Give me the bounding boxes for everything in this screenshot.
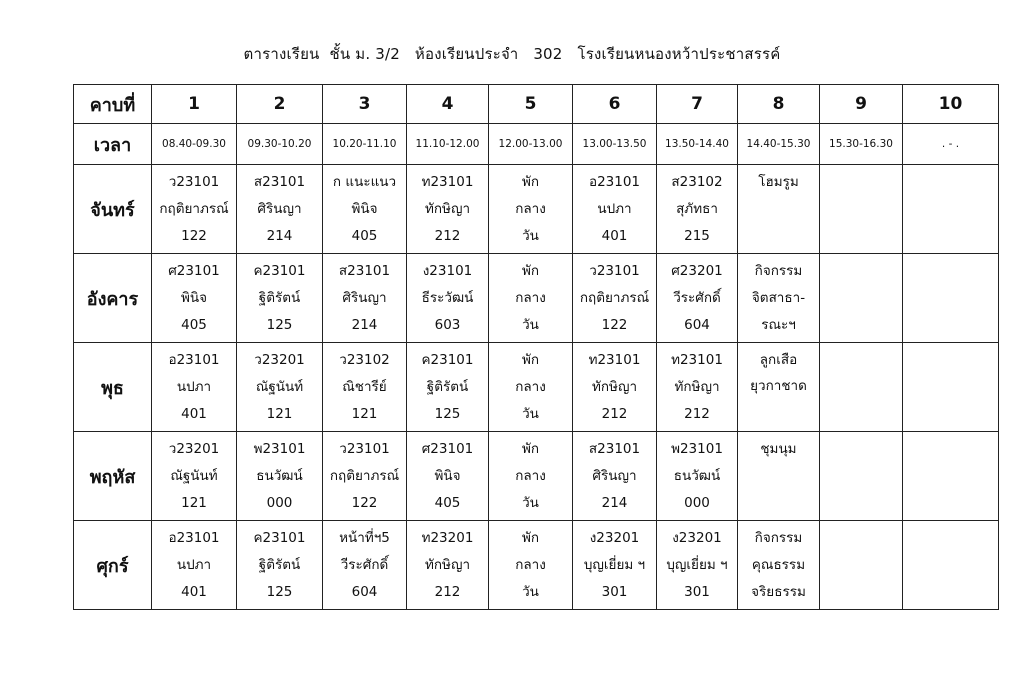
cell-line: 405 — [434, 495, 461, 511]
cell-line: ส23102 — [671, 174, 723, 190]
schedule-cell — [323, 254, 407, 343]
cell-content — [573, 436, 656, 516]
cell-content — [407, 436, 488, 516]
time-cell: 13.50-14.40 — [657, 124, 738, 165]
cell-content — [657, 258, 737, 338]
cell-line: ง23101 — [422, 263, 473, 279]
cell-line: อ23101 — [168, 352, 220, 368]
schedule-cell — [407, 343, 489, 432]
cell-line: ทักษิญา — [424, 201, 471, 217]
schedule-cell — [738, 254, 820, 343]
time-cell: 09.30-10.20 — [237, 124, 323, 165]
schedule-cell — [820, 343, 903, 432]
time-cell: 15.30-16.30 — [820, 124, 903, 165]
schedule-cell — [903, 432, 999, 521]
cell-line: 604 — [351, 584, 378, 600]
cell-content — [903, 436, 998, 516]
cell-line: นปภา — [176, 557, 212, 573]
cell-content — [152, 258, 236, 338]
cell-line: โฮมรูม — [758, 174, 799, 190]
schedule-cell — [407, 521, 489, 610]
cell-line: ศิรินญา — [342, 290, 387, 306]
cell-content — [903, 347, 998, 427]
day-label: อังคาร — [74, 254, 152, 343]
cell-line: พัก — [521, 352, 540, 368]
cell-line: ว23102 — [339, 352, 390, 368]
cell-line: 215 — [684, 228, 710, 244]
cell-line: ทักษิญา — [424, 557, 471, 573]
cell-line: 121 — [351, 406, 378, 422]
cell-content — [489, 169, 572, 249]
cell-line: 121 — [266, 406, 293, 422]
timetable — [73, 84, 999, 610]
cell-content — [323, 525, 406, 605]
cell-line: ว23101 — [339, 441, 390, 457]
cell-line: 121 — [181, 495, 207, 511]
cell-content — [237, 347, 322, 427]
schedule-cell — [323, 521, 407, 610]
schedule-cell — [152, 165, 237, 254]
day-row — [74, 254, 999, 343]
schedule-cell — [738, 165, 820, 254]
cell-content — [738, 525, 819, 605]
cell-line: บุญเยี่ยม ฯ — [583, 557, 646, 573]
cell-line: จริยธรรม — [751, 584, 806, 600]
period-number: 7 — [657, 85, 738, 124]
cell-content — [738, 169, 819, 249]
cell-line: นปภา — [597, 201, 632, 217]
cell-line: ค23101 — [253, 263, 306, 279]
cell-line: หน้าที่ฯ5 — [339, 530, 390, 546]
period-number: 5 — [489, 85, 573, 124]
cell-line: กิจกรรม — [754, 530, 803, 546]
cell-line: ธีระวัฒน์ — [421, 290, 474, 306]
cell-content — [237, 258, 322, 338]
cell-line: สุภัทธา — [676, 201, 718, 217]
cell-line: กลาง — [515, 201, 546, 217]
schedule-cell — [152, 521, 237, 610]
cell-content — [152, 347, 236, 427]
schedule-cell — [903, 165, 999, 254]
cell-line: ศิรินญา — [257, 201, 302, 217]
day-row — [74, 165, 999, 254]
cell-line: 214 — [601, 495, 628, 511]
schedule-cell — [738, 521, 820, 610]
cell-line: วัน — [522, 495, 539, 511]
cell-line: วัน — [522, 406, 539, 422]
corner-label: คาบที่ — [74, 85, 152, 124]
schedule-cell — [152, 432, 237, 521]
cell-line: ฐิติรัตน์ — [426, 379, 469, 395]
cell-line: พินิจ — [434, 468, 461, 484]
cell-line: 401 — [601, 228, 628, 244]
cell-line: ณัฐนันท์ — [170, 468, 218, 484]
cell-line: นปภา — [176, 379, 212, 395]
cell-line: ทักษิญา — [674, 379, 720, 395]
cell-content — [820, 347, 902, 427]
cell-line: 125 — [266, 317, 293, 333]
cell-line: 122 — [351, 495, 378, 511]
cell-content — [237, 169, 322, 249]
schedule-cell — [237, 165, 323, 254]
cell-content — [903, 525, 998, 605]
day-row — [74, 521, 999, 610]
cell-line: 301 — [601, 584, 628, 600]
cell-line: 405 — [351, 228, 378, 244]
time-label: เวลา — [74, 124, 152, 165]
cell-line: พัก — [521, 263, 540, 279]
cell-line: 212 — [601, 406, 628, 422]
cell-content — [237, 525, 322, 605]
cell-line: 214 — [351, 317, 378, 333]
cell-line: พัก — [521, 530, 540, 546]
cell-line: 212 — [434, 228, 461, 244]
schedule-cell — [489, 165, 573, 254]
cell-line: ว23201 — [168, 441, 220, 457]
period-number: 9 — [820, 85, 903, 124]
cell-content — [820, 525, 902, 605]
cell-content — [573, 525, 656, 605]
cell-content — [657, 525, 737, 605]
cell-content — [407, 258, 488, 338]
schedule-cell — [237, 432, 323, 521]
day-label: ศุกร์ — [74, 521, 152, 610]
time-cell: 14.40-15.30 — [738, 124, 820, 165]
cell-content — [903, 169, 998, 249]
schedule-cell — [489, 432, 573, 521]
cell-line: รณะฯ — [761, 317, 796, 333]
cell-line: 212 — [434, 584, 461, 600]
cell-content — [323, 436, 406, 516]
cell-line: ง23201 — [672, 530, 722, 546]
schedule-cell — [152, 343, 237, 432]
period-number: 1 — [152, 85, 237, 124]
cell-line: กลาง — [515, 557, 546, 573]
schedule-cell — [323, 343, 407, 432]
cell-line: กฤติยาภรณ์ — [579, 290, 650, 306]
cell-line: วัน — [522, 228, 539, 244]
day-label: พฤหัส — [74, 432, 152, 521]
schedule-cell — [237, 254, 323, 343]
period-number: 4 — [407, 85, 489, 124]
cell-content — [573, 347, 656, 427]
cell-line: 000 — [266, 495, 293, 511]
cell-line: ท23101 — [588, 352, 641, 368]
schedule-cell — [820, 432, 903, 521]
schedule-cell — [820, 165, 903, 254]
cell-line: ส23101 — [253, 174, 306, 190]
cell-line: จิตสาธา- — [751, 290, 806, 306]
cell-line: 603 — [434, 317, 461, 333]
cell-content — [407, 525, 488, 605]
time-row — [74, 124, 999, 165]
schedule-cell — [657, 521, 738, 610]
schedule-cell — [573, 432, 657, 521]
cell-content — [573, 169, 656, 249]
cell-line: ลูกเสือ — [759, 352, 798, 368]
cell-line: ก แนะแนว — [332, 174, 397, 190]
schedule-cell — [738, 432, 820, 521]
cell-content — [489, 436, 572, 516]
schedule-cell — [820, 521, 903, 610]
schedule-cell — [573, 343, 657, 432]
cell-line: ศ23101 — [168, 263, 220, 279]
cell-line: พัก — [521, 174, 540, 190]
schedule-cell — [573, 521, 657, 610]
cell-line: วัน — [522, 317, 539, 333]
cell-line: กฤติยาภรณ์ — [329, 468, 400, 484]
cell-line: ชุมนุม — [760, 441, 797, 457]
period-number: 8 — [738, 85, 820, 124]
schedule-cell — [237, 343, 323, 432]
time-cell: 11.10-12.00 — [407, 124, 489, 165]
cell-content — [489, 258, 572, 338]
cell-line: 401 — [181, 406, 207, 422]
cell-content — [573, 258, 656, 338]
schedule-cell — [657, 254, 738, 343]
cell-content — [489, 525, 572, 605]
cell-line: ส23101 — [588, 441, 641, 457]
time-cell: 12.00-13.00 — [489, 124, 573, 165]
schedule-cell — [903, 521, 999, 610]
day-label: พุธ — [74, 343, 152, 432]
schedule-cell — [152, 254, 237, 343]
cell-line: คุณธรรม — [751, 557, 806, 573]
cell-content — [820, 436, 902, 516]
schedule-cell — [903, 343, 999, 432]
cell-content — [657, 169, 737, 249]
cell-line: ท23101 — [671, 352, 723, 368]
cell-line: 122 — [601, 317, 628, 333]
schedule-cell — [323, 432, 407, 521]
time-cell: 13.00-13.50 — [573, 124, 657, 165]
cell-line: 125 — [266, 584, 293, 600]
cell-line: 214 — [266, 228, 293, 244]
schedule-cell — [407, 432, 489, 521]
period-number: 10 — [903, 85, 999, 124]
period-number: 2 — [237, 85, 323, 124]
cell-line: 405 — [181, 317, 207, 333]
cell-content — [738, 258, 819, 338]
time-cell: 08.40-09.30 — [152, 124, 237, 165]
cell-content — [407, 347, 488, 427]
cell-line: พัก — [521, 441, 540, 457]
cell-line: ว23101 — [168, 174, 220, 190]
cell-line: ธนวัฒน์ — [256, 468, 303, 484]
cell-line: ฐิติรัตน์ — [258, 557, 301, 573]
cell-line: ฐิติรัตน์ — [258, 290, 301, 306]
cell-line: วัน — [522, 584, 539, 600]
schedule-cell — [657, 165, 738, 254]
cell-content — [237, 436, 322, 516]
schedule-cell — [820, 254, 903, 343]
header-row — [74, 85, 999, 124]
cell-line: กลาง — [515, 468, 546, 484]
cell-line: ณัฐนันท์ — [255, 379, 304, 395]
day-row — [74, 432, 999, 521]
cell-content — [657, 347, 737, 427]
schedule-cell — [407, 254, 489, 343]
cell-content — [152, 525, 236, 605]
cell-content — [407, 169, 488, 249]
cell-line: 604 — [684, 317, 710, 333]
day-label: จันทร์ — [74, 165, 152, 254]
cell-content — [489, 347, 572, 427]
schedule-cell — [237, 521, 323, 610]
cell-content — [820, 169, 902, 249]
schedule-cell — [407, 165, 489, 254]
schedule-cell — [903, 254, 999, 343]
schedule-cell — [323, 165, 407, 254]
cell-line: พินิจ — [180, 290, 208, 306]
cell-line: ง23201 — [589, 530, 640, 546]
cell-line: ท23201 — [421, 530, 474, 546]
period-number: 3 — [323, 85, 407, 124]
cell-line: บุญเยี่ยม ฯ — [666, 557, 728, 573]
cell-line: ศ23201 — [671, 263, 723, 279]
cell-line: 000 — [684, 495, 710, 511]
schedule-cell — [657, 432, 738, 521]
cell-line: ท23101 — [421, 174, 474, 190]
cell-line: ทักษิญา — [591, 379, 638, 395]
cell-line: ว23101 — [589, 263, 640, 279]
time-cell: 10.20-11.10 — [323, 124, 407, 165]
cell-content — [323, 347, 406, 427]
cell-line: วีระศักดิ์ — [340, 557, 389, 573]
schedule-cell — [738, 343, 820, 432]
cell-line: อ23101 — [588, 174, 641, 190]
period-number: 6 — [573, 85, 657, 124]
schedule-cell — [489, 521, 573, 610]
cell-line: กฤติยาภรณ์ — [159, 201, 229, 217]
cell-line: พินิจ — [351, 201, 378, 217]
cell-line: 125 — [434, 406, 461, 422]
schedule-cell — [573, 254, 657, 343]
cell-content — [903, 258, 998, 338]
cell-line: อ23101 — [168, 530, 220, 546]
cell-content — [657, 436, 737, 516]
cell-line: ค23101 — [421, 352, 474, 368]
schedule-cell — [489, 254, 573, 343]
cell-line: กลาง — [515, 379, 546, 395]
cell-content — [323, 169, 406, 249]
page-title: ตารางเรียน ชั้น ม. 3/2 ห้องเรียนประจำ 302 โรงเรียนหนองหว้าประชาสรรค์ — [243, 45, 781, 63]
cell-line: 301 — [684, 584, 710, 600]
cell-line: ว23201 — [254, 352, 305, 368]
cell-line: ค23101 — [253, 530, 306, 546]
cell-content — [738, 347, 819, 427]
cell-line: ศิรินญา — [592, 468, 637, 484]
cell-line: วีระศักดิ์ — [673, 290, 721, 306]
cell-content — [152, 169, 236, 249]
cell-line: 212 — [684, 406, 710, 422]
time-cell: . - . — [903, 124, 999, 165]
cell-line: พ23101 — [671, 441, 723, 457]
schedule-cell — [657, 343, 738, 432]
cell-line: 122 — [181, 228, 207, 244]
cell-line: ศ23101 — [421, 441, 474, 457]
cell-line: ยุวกาชาด — [750, 378, 807, 394]
cell-content — [152, 436, 236, 516]
cell-line: กิจกรรม — [754, 263, 803, 279]
cell-line: 401 — [181, 584, 207, 600]
schedule-cell — [573, 165, 657, 254]
schedule-cell — [489, 343, 573, 432]
day-row — [74, 343, 999, 432]
cell-line: ส23101 — [338, 263, 391, 279]
cell-content — [323, 258, 406, 338]
cell-line: ณิชารีย์ — [342, 379, 387, 395]
cell-content — [738, 436, 819, 516]
cell-line: พ23101 — [253, 441, 306, 457]
cell-content — [820, 258, 902, 338]
cell-line: ธนวัฒน์ — [673, 468, 721, 484]
cell-line: กลาง — [515, 290, 546, 306]
